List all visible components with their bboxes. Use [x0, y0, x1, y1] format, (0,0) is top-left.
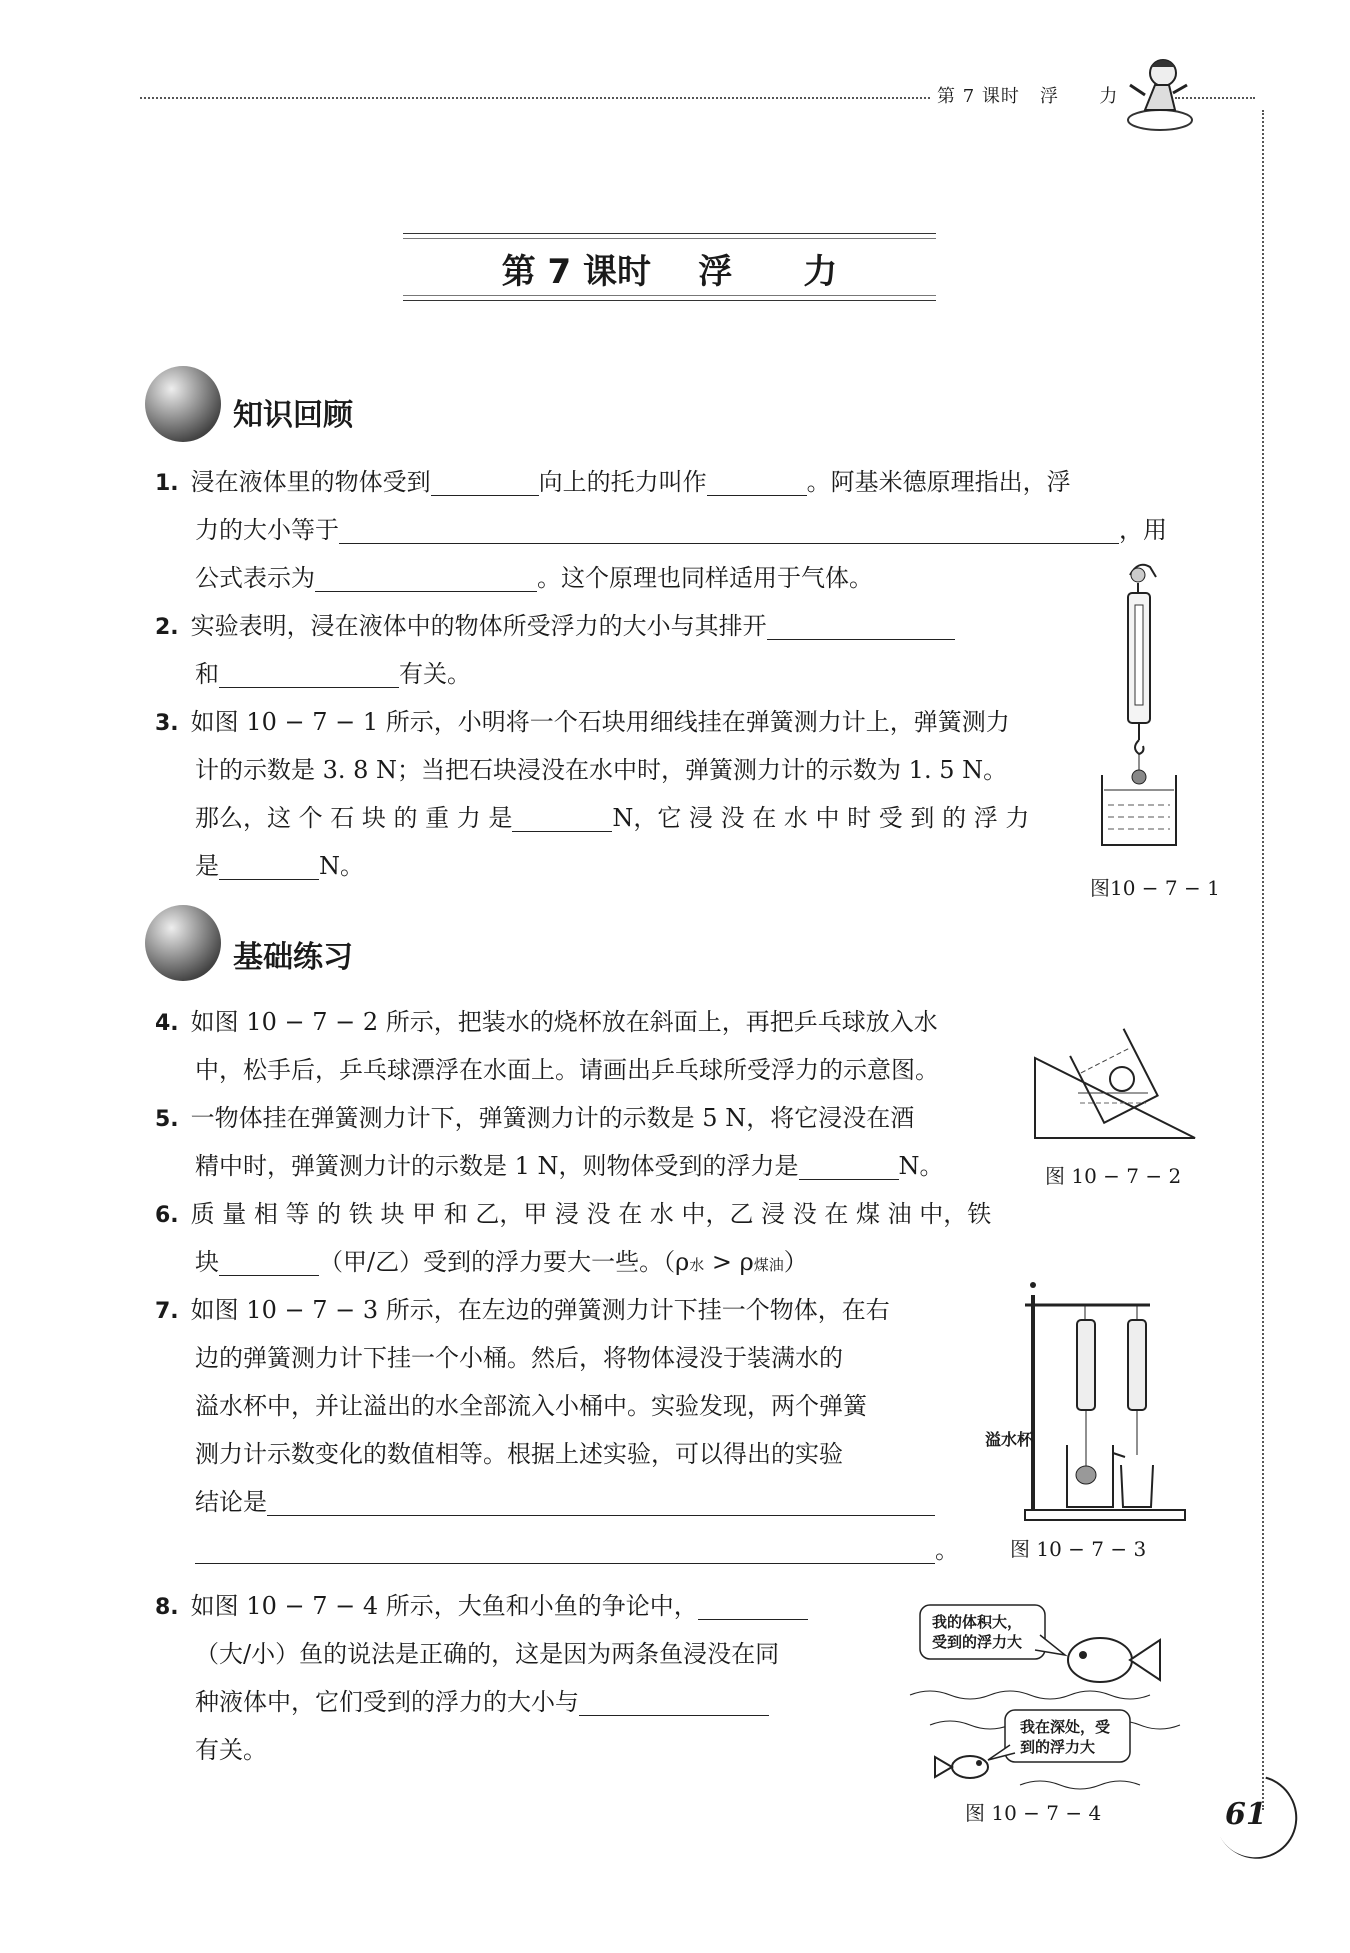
big-fish-speech-1: 我的体积大，: [932, 1613, 1023, 1631]
q7-number: 7.: [155, 1299, 179, 1324]
figure-beaker-on-slope: [1030, 998, 1200, 1148]
q1-blank-3[interactable]: [339, 513, 1119, 544]
figure-caption-3: 图 10 − 7 − 3: [1010, 1537, 1147, 1561]
figure-spring-scale-beaker: [1090, 555, 1230, 855]
q4-line1: [155, 998, 938, 1048]
q8-text: 如图 10 − 7 − 4 所示，大鱼和小鱼的争论中，: [190, 1592, 698, 1620]
q2-text: 有关。: [399, 660, 471, 688]
q5-text: 精中时，弹簧测力计的示数是 1 N，则物体受到的浮力是: [195, 1152, 799, 1180]
q2-blank-2[interactable]: [219, 657, 399, 688]
q2-blank-1[interactable]: [767, 609, 955, 640]
q3-text: 如图 10 − 7 − 1 所示，小明将一个石块用细线挂在弹簧测力计上，弹簧测力: [190, 708, 1010, 736]
big-fish-speech-2: 受到的浮力大: [932, 1633, 1023, 1651]
q7-blank-2[interactable]: [195, 1533, 935, 1564]
q4-text: 如图 10 − 7 − 2 所示，把装水的烧杯放在斜面上，再把乒乓球放入水: [190, 1008, 938, 1036]
mascot-icon: [1125, 55, 1195, 135]
q3-blank-1[interactable]: [512, 801, 612, 832]
q3-text: 是: [195, 852, 219, 880]
q7-line6: [195, 1526, 959, 1574]
q3-number: 3.: [155, 711, 179, 736]
q1-line3: [195, 554, 873, 602]
q5-line1: [155, 1094, 914, 1144]
q1-text: 力的大小等于: [195, 516, 339, 544]
figure-caption-4: 图 10 − 7 − 4: [965, 1801, 1102, 1825]
q8-line4: 有关。: [195, 1736, 267, 1764]
q1-text: 。这个原理也同样适用于气体。: [537, 564, 873, 592]
q8-blank-2[interactable]: [579, 1685, 769, 1716]
q8-text: 种液体中，它们受到的浮力的大小与: [195, 1688, 579, 1716]
q1-line2: [195, 506, 1167, 554]
q8-line2: （大/小）鱼的说法是正确的，这是因为两条鱼浸没在同: [195, 1640, 780, 1668]
q7-line2: 边的弹簧测力计下挂一个小桶。然后，将物体浸没于装满水的: [195, 1344, 843, 1372]
header-dotted-line: [140, 97, 930, 99]
q4-number: 4.: [155, 1011, 179, 1036]
globe-icon: [145, 905, 221, 981]
q3-text: 那么，这 个 石 块 的 重 力 是: [195, 804, 513, 832]
q6-subscript-water: 水: [689, 1256, 705, 1274]
q6-text: 质 量 相 等 的 铁 块 甲 和 乙，甲 浸 没 在 水 中，乙 浸 没 在 煤 油 中，铁: [190, 1200, 992, 1228]
q6-line1: [155, 1190, 991, 1240]
q3-text: N。: [319, 852, 364, 880]
q1-text: 浸在液体里的物体受到: [190, 468, 431, 496]
q6-text: 块: [195, 1248, 219, 1276]
q6-blank[interactable]: [219, 1245, 319, 1276]
q5-number: 5.: [155, 1107, 179, 1132]
q6-number: 6.: [155, 1203, 179, 1228]
q7-line1: [155, 1286, 890, 1336]
small-fish-speech-2: 到的浮力大: [1020, 1738, 1096, 1756]
q8-blank-1[interactable]: [698, 1589, 808, 1620]
q1-blank-4[interactable]: [315, 561, 537, 592]
q8-line1: [155, 1582, 808, 1632]
figure-caption-1: 图10 − 7 − 1: [1090, 876, 1220, 900]
q5-blank[interactable]: [799, 1149, 899, 1180]
lesson-title: 第 7 课时 浮 力: [501, 252, 838, 292]
q6-subscript-kerosene: 煤油: [753, 1256, 784, 1274]
globe-icon: [145, 366, 221, 442]
q8-line3: [195, 1678, 769, 1726]
q2-line1: [155, 602, 955, 652]
q2-text: 实验表明，浸在液体中的物体所受浮力的大小与其排开: [190, 612, 767, 640]
q2-number: 2.: [155, 615, 179, 640]
q5-text: 一物体挂在弹簧测力计下，弹簧测力计的示数是 5 N，将它浸没在酒: [190, 1104, 915, 1132]
q3-line1: [155, 698, 1010, 748]
overflow-cup-label: 溢水杯: [985, 1430, 1034, 1449]
q6-line2: [195, 1238, 808, 1289]
q7-text: 结论是: [195, 1488, 267, 1516]
q5-text: N。: [898, 1152, 944, 1180]
figure-overflow-experiment: [985, 1275, 1195, 1525]
running-header: 第 7 课时 浮 力: [937, 86, 1119, 107]
q1-text: 公式表示为: [195, 564, 315, 592]
lesson-title-box: [403, 233, 936, 301]
small-fish-speech-1: 我在深处，受: [1020, 1718, 1111, 1736]
q2-text: 和: [195, 660, 219, 688]
side-dotted-line: [1262, 110, 1264, 1810]
q1-text: 。阿基米德原理指出，浮: [806, 468, 1071, 496]
q7-blank-1[interactable]: [267, 1485, 935, 1516]
q3-text: N，它 浸 没 在 水 中 时 受 到 的 浮 力: [612, 804, 1030, 832]
q1-text: ，用: [1119, 516, 1167, 544]
q7-text: 。: [935, 1536, 959, 1564]
q2-line2: [195, 650, 471, 698]
section-heading-basic: 基础练习: [233, 940, 353, 975]
q7-text: 如图 10 − 7 − 3 所示，在左边的弹簧测力计下挂一个物体，在右: [190, 1296, 890, 1324]
q3-line4: [195, 842, 364, 890]
q7-line5: [195, 1478, 935, 1526]
q8-number: 8.: [155, 1595, 179, 1620]
figure-caption-2: 图 10 − 7 − 2: [1045, 1164, 1182, 1188]
q6-text: > ρ: [704, 1248, 754, 1276]
q7-line4: 测力计示数变化的数值相等。根据上述实验，可以得出的实验: [195, 1440, 843, 1468]
q6-text: ）: [783, 1248, 808, 1276]
q1-blank-1[interactable]: [431, 465, 539, 496]
q4-line2: 中，松手后，乒乓球漂浮在水面上。请画出乒乓球所受浮力的示意图。: [195, 1056, 939, 1084]
q3-line2: 计的示数是 3. 8 N；当把石块浸没在水中时，弹簧测力计的示数为 1. 5 N。: [195, 756, 1008, 784]
q1-line1: [155, 458, 1071, 508]
q5-line2: [195, 1142, 944, 1190]
q3-line3: [195, 794, 1029, 842]
q1-text: 向上的托力叫作: [538, 468, 707, 496]
q1-number: 1.: [155, 471, 179, 496]
q6-text: （甲/乙）受到的浮力要大一些。（ρ: [319, 1248, 690, 1276]
q1-blank-2[interactable]: [707, 465, 807, 496]
section-heading-review: 知识回顾: [233, 398, 353, 433]
page-number: 61: [1225, 1797, 1267, 1832]
q7-line3: 溢水杯中，并让溢出的水全部流入小桶中。实验发现，两个弹簧: [195, 1392, 867, 1420]
q3-blank-2[interactable]: [219, 849, 319, 880]
